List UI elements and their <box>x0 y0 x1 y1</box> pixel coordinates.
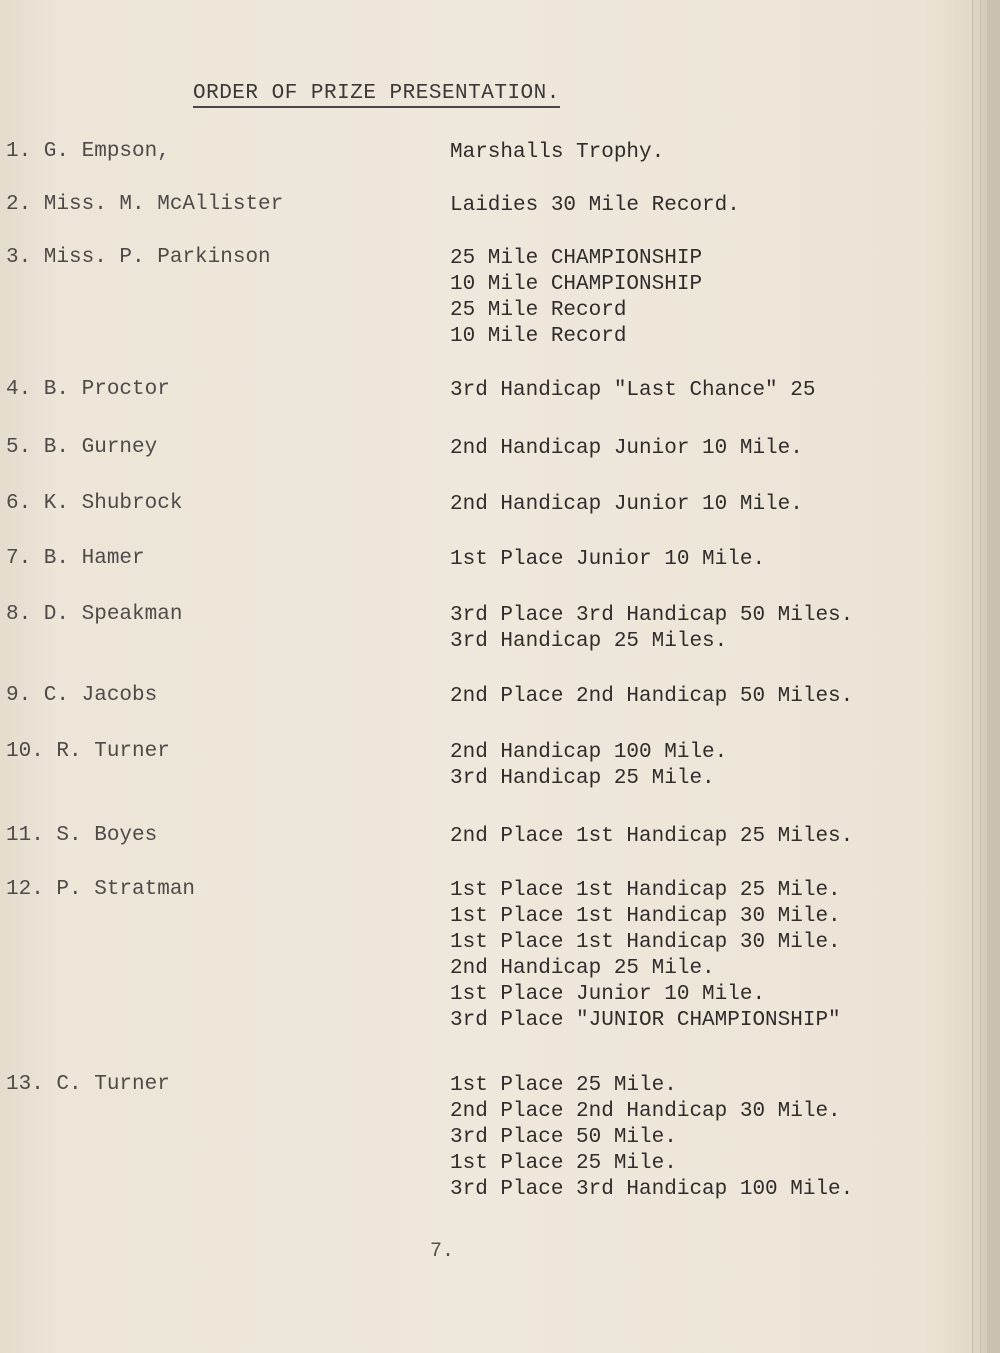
recipient-name: 11. S. Boyes <box>6 824 158 847</box>
recipient-name: 1. G. Empson, <box>6 140 170 163</box>
prize-list <box>450 246 702 350</box>
prize-line: 1st Place 1st Handicap 25 Mile. <box>450 879 841 902</box>
prize-line: 2nd Handicap 100 Mile. <box>450 741 728 764</box>
prize-list <box>450 492 803 518</box>
recipient-name: 2. Miss. M. McAllister <box>6 193 284 216</box>
prize-list <box>450 684 853 710</box>
prize-list <box>450 603 853 655</box>
prize-line: 3rd Place "JUNIOR CHAMPIONSHIP" <box>450 1009 841 1032</box>
prize-line: 2nd Handicap Junior 10 Mile. <box>450 437 803 460</box>
recipient-name: 7. B. Hamer <box>6 547 145 570</box>
prize-list <box>450 878 841 1034</box>
prize-list <box>450 740 727 792</box>
prize-line: 3rd Place 3rd Handicap 50 Miles. <box>450 604 854 627</box>
prize-list <box>450 436 803 462</box>
prize-line: 1st Place 25 Mile. <box>450 1152 677 1175</box>
page-edge <box>987 0 1000 1353</box>
prize-list <box>450 378 815 404</box>
prize-line: Laidies 30 Mile Record. <box>450 194 740 217</box>
prize-line: 1st Place 1st Handicap 30 Mile. <box>450 931 841 954</box>
prize-list <box>450 193 740 219</box>
prize-line: 1st Place Junior 10 Mile. <box>450 983 766 1006</box>
prize-line: 1st Place 1st Handicap 30 Mile. <box>450 905 841 928</box>
prize-line: 10 Mile CHAMPIONSHIP <box>450 273 703 296</box>
page-title: ORDER OF PRIZE PRESENTATION. <box>193 82 560 108</box>
prize-line: 2nd Handicap Junior 10 Mile. <box>450 493 803 516</box>
recipient-name: 5. B. Gurney <box>6 436 158 459</box>
prize-list <box>450 1073 853 1203</box>
recipient-name: 4. B. Proctor <box>6 378 170 401</box>
prize-line: 2nd Place 2nd Handicap 50 Miles. <box>450 685 854 708</box>
prize-list <box>450 547 765 573</box>
prize-list <box>450 824 853 850</box>
prize-line: 3rd Handicap 25 Miles. <box>450 630 728 653</box>
recipient-name: 12. P. Stratman <box>6 878 196 901</box>
recipient-name: 9. C. Jacobs <box>6 684 158 707</box>
prize-line: 2nd Place 1st Handicap 25 Miles. <box>450 825 854 848</box>
prize-list <box>450 140 664 166</box>
prize-line: 3rd Place 50 Mile. <box>450 1126 677 1149</box>
prize-line: 10 Mile Record <box>450 325 627 348</box>
prize-line: 2nd Handicap 25 Mile. <box>450 957 715 980</box>
prize-line: 25 Mile CHAMPIONSHIP <box>450 247 703 270</box>
recipient-name: 13. C. Turner <box>6 1073 170 1096</box>
prize-line: 3rd Handicap "Last Chance" 25 <box>450 379 816 402</box>
prize-line: Marshalls Trophy. <box>450 141 665 164</box>
recipient-name: 8. D. Speakman <box>6 603 183 626</box>
prize-line: 1st Place Junior 10 Mile. <box>450 548 766 571</box>
prize-line: 25 Mile Record <box>450 299 627 322</box>
recipient-name: 6. K. Shubrock <box>6 492 183 515</box>
recipient-name: 3. Miss. P. Parkinson <box>6 246 271 269</box>
prize-line: 3rd Place 3rd Handicap 100 Mile. <box>450 1178 854 1201</box>
prize-line: 3rd Handicap 25 Mile. <box>450 767 715 790</box>
recipient-name: 10. R. Turner <box>6 740 170 763</box>
prize-line: 1st Place 25 Mile. <box>450 1074 677 1097</box>
prize-line: 2nd Place 2nd Handicap 30 Mile. <box>450 1100 841 1123</box>
page-number: 7. <box>430 1240 455 1263</box>
